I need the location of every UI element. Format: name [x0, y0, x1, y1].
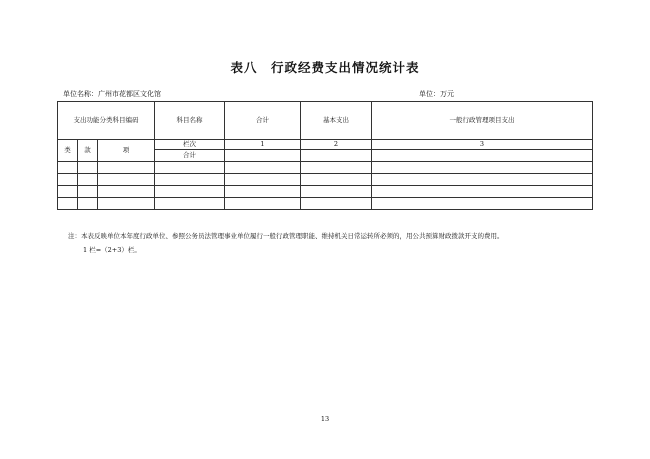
page-number: 13: [320, 415, 330, 423]
table-cell: [372, 174, 593, 186]
table-cell: [78, 198, 98, 210]
header-subject: 科目名称: [155, 102, 225, 140]
page-title: 表八 行政经费支出情况统计表: [230, 60, 420, 75]
table-cell: [225, 150, 301, 162]
table-cell: [78, 174, 98, 186]
expenditure-table: [57, 101, 593, 210]
table-cell: [301, 198, 372, 210]
note-line-2: 1 栏=（2+3）栏。: [83, 246, 141, 254]
lanci-row: [58, 140, 593, 150]
table-row: [58, 162, 593, 174]
table-cell: [372, 150, 593, 162]
table-cell: [301, 174, 372, 186]
currency-unit-label: 单位：万元: [419, 90, 454, 98]
column-number-3: 3: [372, 140, 593, 150]
table-cell: [98, 186, 155, 198]
header-code: 支出功能分类科目编码: [58, 102, 155, 140]
column-number-2: 2: [301, 140, 372, 150]
table-cell: [98, 198, 155, 210]
header-basic: 基本支出: [301, 102, 372, 140]
total-label: 合计: [155, 150, 225, 162]
table-cell: [225, 198, 301, 210]
table-row: [58, 174, 593, 186]
table-header-row: [58, 102, 593, 140]
table-cell: [301, 162, 372, 174]
table-cell: [155, 186, 225, 198]
table-cell: [225, 186, 301, 198]
table-cell: [98, 174, 155, 186]
table-cell: [372, 198, 593, 210]
table-cell: [155, 174, 225, 186]
table-cell: [58, 198, 78, 210]
table-note: [68, 229, 504, 257]
table-cell: [58, 174, 78, 186]
table-cell: [372, 162, 593, 174]
table-row: [58, 198, 593, 210]
header-xiang: 项: [98, 140, 155, 162]
header-general-admin: 一般行政管理项目支出: [372, 102, 593, 140]
table-cell: [372, 186, 593, 198]
table-cell: [58, 162, 78, 174]
table-cell: [225, 162, 301, 174]
table-cell: [301, 150, 372, 162]
unit-name-label: 单位名称：广州市花都区文化馆: [63, 90, 161, 98]
lanci-label: 栏次: [155, 140, 225, 150]
table-cell: [155, 162, 225, 174]
table-cell: [78, 162, 98, 174]
column-number-1: 1: [225, 140, 301, 150]
table-cell: [78, 186, 98, 198]
header-kuan: 款: [78, 140, 98, 162]
table-cell: [225, 174, 301, 186]
table-cell: [301, 186, 372, 198]
table-cell: [155, 198, 225, 210]
header-total: 合计: [225, 102, 301, 140]
table-cell: [58, 186, 78, 198]
table-cell: [98, 162, 155, 174]
table-row: [58, 186, 593, 198]
note-line-1: 注：本表反映单位本年度行政单位、参照公务员法管理事业单位履行一般行政管理职能、维持机关日常运转所必须的，用公共预算财政拨款开支的费用。: [68, 232, 504, 240]
header-lei: 类: [58, 140, 78, 162]
